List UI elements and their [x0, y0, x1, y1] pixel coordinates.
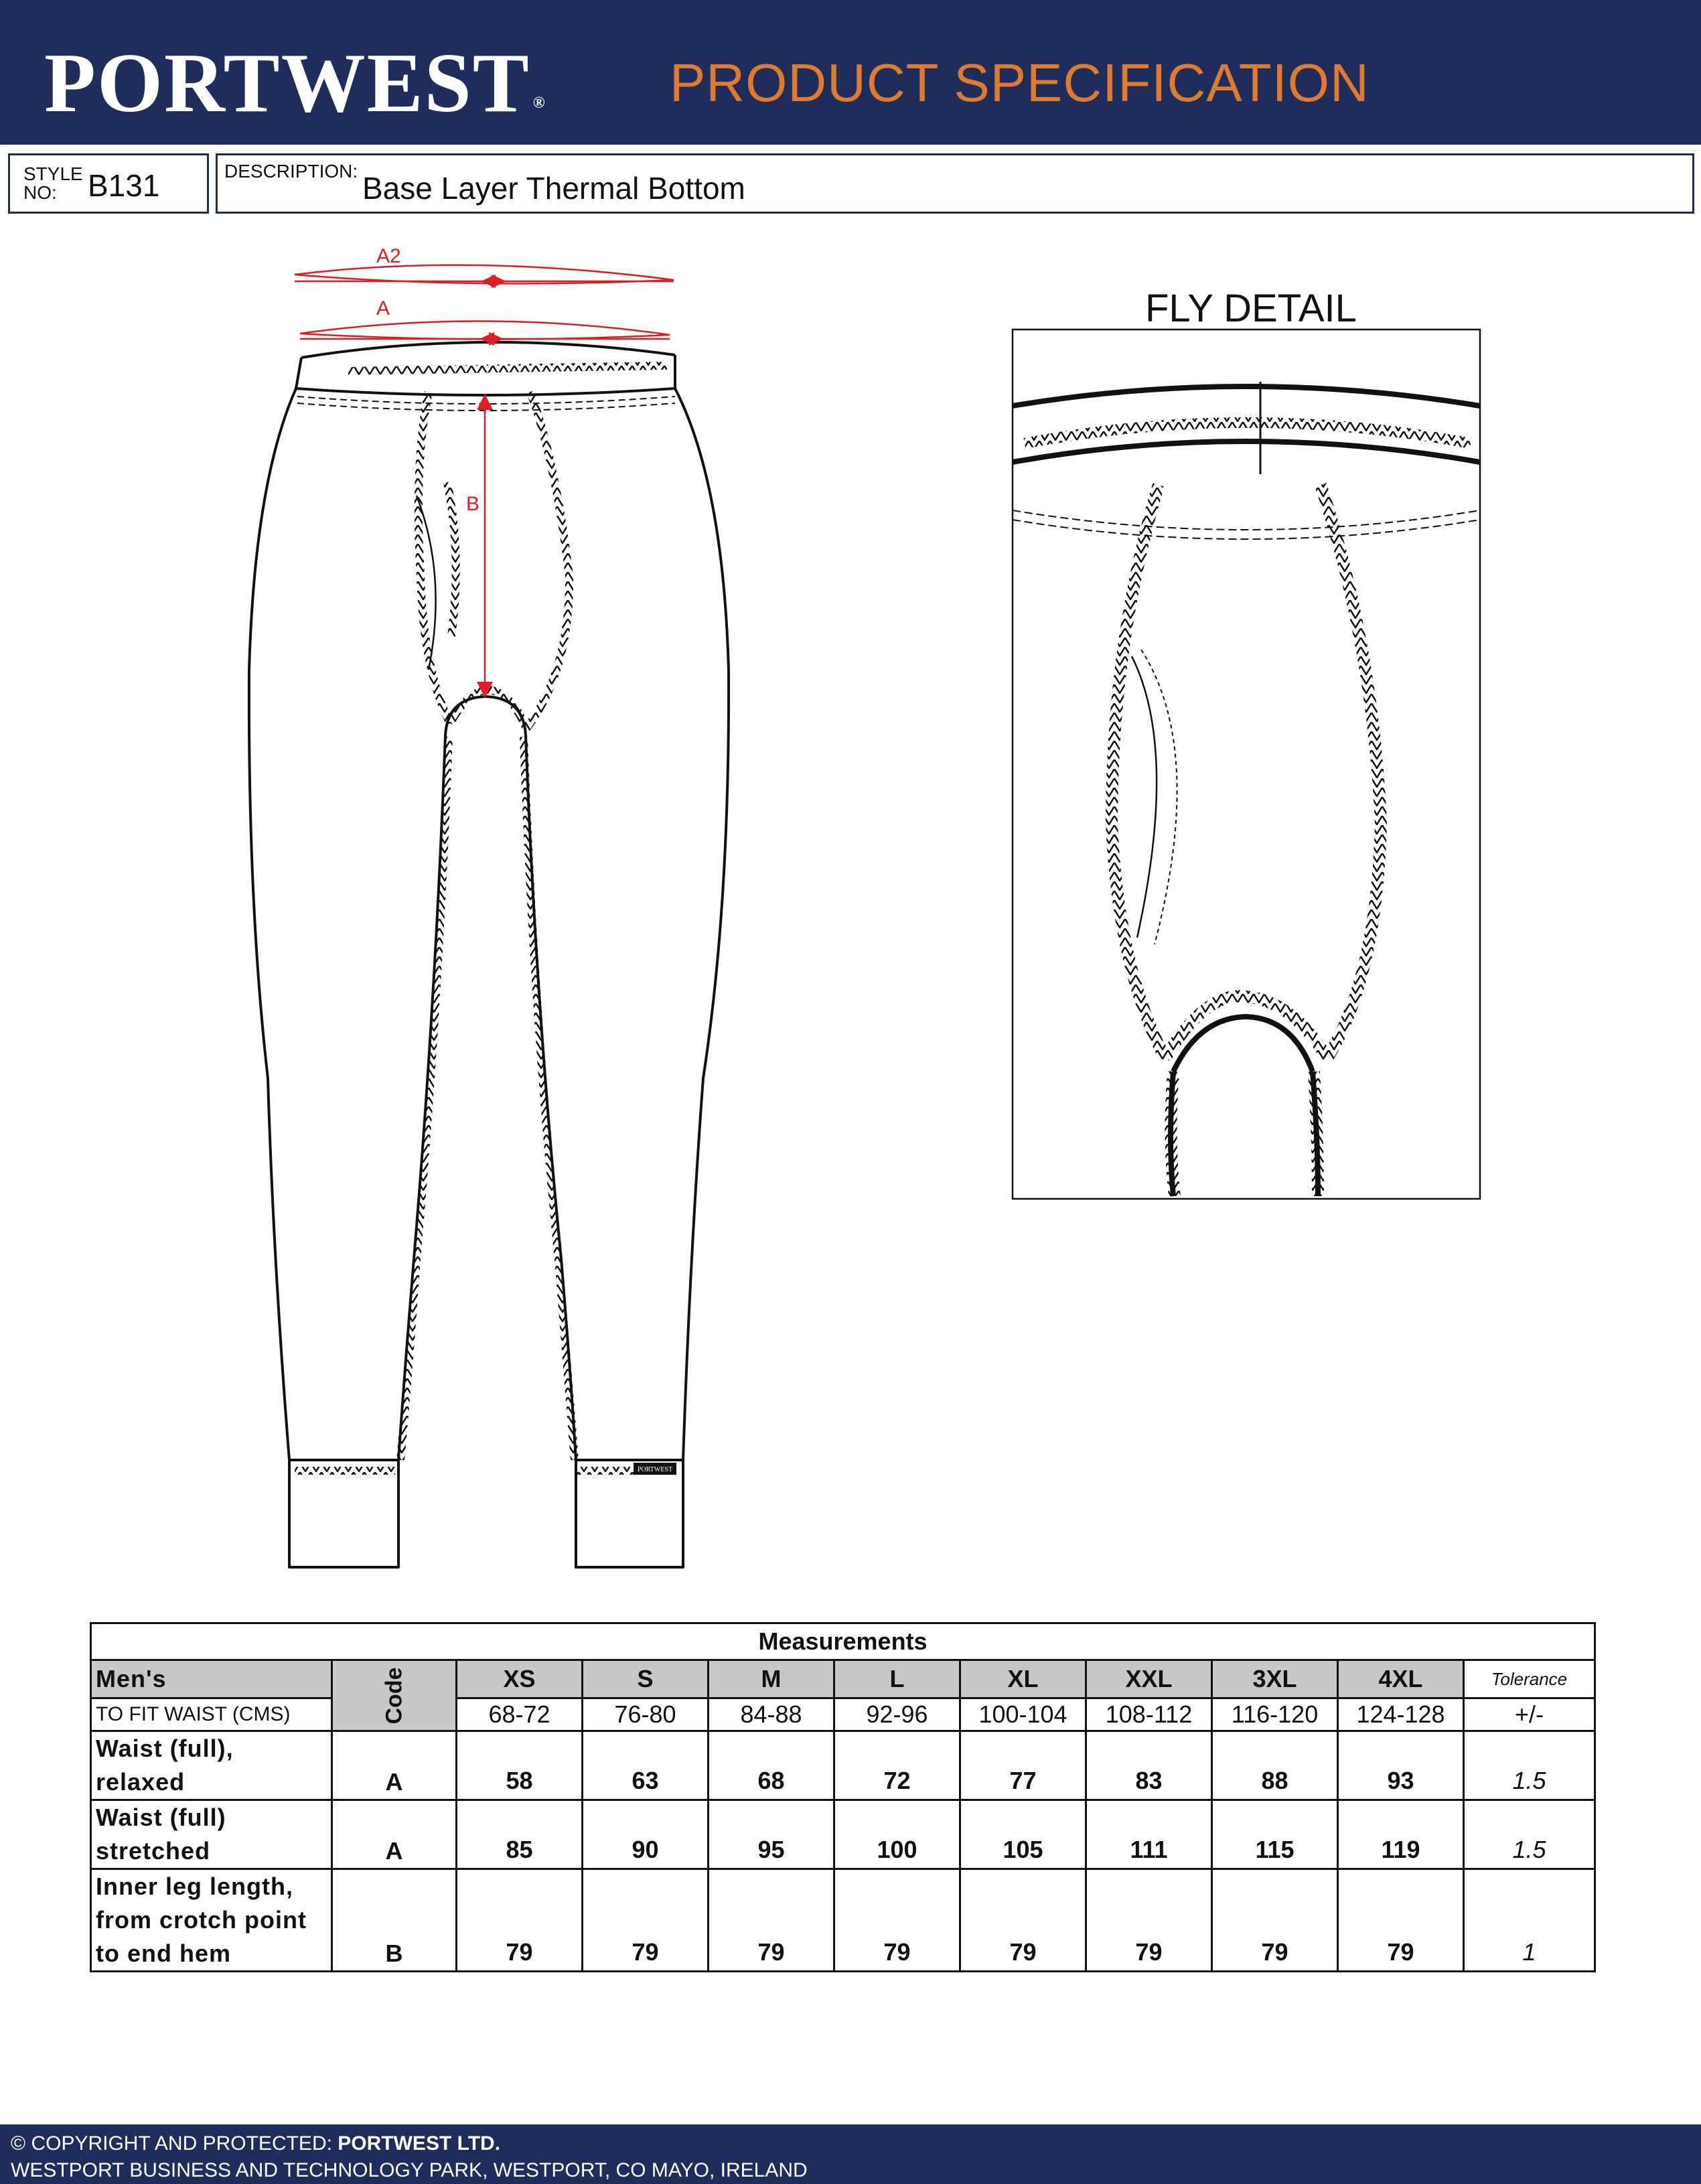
table-cell: 119: [1338, 1800, 1464, 1869]
fit-waist-xs: 68-72: [457, 1698, 583, 1731]
page-header: [0, 0, 1701, 145]
table-cell: 79: [709, 1869, 834, 1972]
table-row: [91, 1869, 1595, 1972]
style-number-value: B131: [88, 168, 160, 203]
row-label: Waist (full), relaxed: [91, 1731, 332, 1800]
fit-waist-xxl: 108-112: [1086, 1698, 1212, 1731]
hem-label-text: PORTWEST: [637, 1466, 673, 1473]
size-s: S: [583, 1660, 709, 1698]
table-row: [91, 1731, 1595, 1800]
table-cell: 79: [457, 1869, 583, 1972]
tolerance-sub: +/-: [1464, 1698, 1595, 1731]
page-footer: [0, 2124, 1701, 2184]
tolerance-cell: 1.5: [1464, 1731, 1595, 1800]
fit-waist-m: 84-88: [709, 1698, 834, 1731]
table-cell: 79: [1212, 1869, 1338, 1972]
fit-waist-label: TO FIT WAIST (CMS): [91, 1698, 332, 1731]
table-cell: 77: [960, 1731, 1086, 1800]
measurements-table: [90, 1622, 1596, 1972]
label-b: B: [466, 493, 480, 515]
fit-waist-l: 92-96: [834, 1698, 960, 1731]
table-cell: 72: [834, 1731, 960, 1800]
size-xs: XS: [457, 1660, 583, 1698]
size-xl: XL: [960, 1660, 1086, 1698]
table-cell: 79: [1338, 1869, 1464, 1972]
row-label: Waist (full) stretched: [91, 1800, 332, 1869]
description-value: Base Layer Thermal Bottom: [362, 171, 745, 206]
table-cell: 63: [583, 1731, 709, 1800]
fit-waist-4xl: 124-128: [1338, 1698, 1464, 1731]
size-4xl: 4XL: [1338, 1660, 1464, 1698]
table-cell: 79: [960, 1869, 1086, 1972]
table-cell: 85: [457, 1800, 583, 1869]
size-xxl: XXL: [1086, 1660, 1212, 1698]
row-code: B: [332, 1869, 457, 1972]
table-cell: 83: [1086, 1731, 1212, 1800]
table-cell: 79: [1086, 1869, 1212, 1972]
table-cell: 79: [583, 1869, 709, 1972]
garment-technical-drawing: [0, 221, 1701, 1594]
label-a: A: [376, 297, 390, 319]
table-cell: 58: [457, 1731, 583, 1800]
description-box: [216, 153, 1694, 214]
measurement-annotations: [295, 265, 674, 697]
table-title: Measurements: [91, 1623, 1595, 1660]
table-cell: 111: [1086, 1800, 1212, 1869]
copyright-line: © COPYRIGHT AND PROTECTED: PORTWEST LTD.: [11, 2132, 501, 2155]
table-cell: 90: [583, 1800, 709, 1869]
size-m: M: [709, 1660, 834, 1698]
size-l: L: [834, 1660, 960, 1698]
fit-waist-3xl: 116-120: [1212, 1698, 1338, 1731]
size-3xl: 3XL: [1212, 1660, 1338, 1698]
flatlock-seams: [295, 366, 667, 1471]
header-mens: Men's: [91, 1660, 332, 1698]
fit-waist-s: 76-80: [583, 1698, 709, 1731]
table-cell: 105: [960, 1800, 1086, 1869]
code-column-header: Code: [332, 1660, 457, 1731]
row-code: A: [332, 1731, 457, 1800]
table-cell: 68: [709, 1731, 834, 1800]
label-a2: A2: [376, 245, 401, 267]
table-cell: 79: [834, 1869, 960, 1972]
trouser-front-view: [249, 342, 729, 1567]
address-line: WESTPORT BUSINESS AND TECHNOLOGY PARK, WESTPORT, CO MAYO, IRELAND: [11, 2159, 808, 2181]
table-cell: 95: [709, 1800, 834, 1869]
table-cell: 88: [1212, 1731, 1338, 1800]
table-row: [91, 1800, 1595, 1869]
tolerance-cell: 1: [1464, 1869, 1595, 1972]
table-cell: 100: [834, 1800, 960, 1869]
description-label: DESCRIPTION:: [224, 161, 358, 181]
row-label: Inner leg length, from crotch point to end hem: [91, 1869, 332, 1972]
row-code: A: [332, 1800, 457, 1869]
style-label-line1: STYLE: [23, 163, 83, 184]
tolerance-cell: 1.5: [1464, 1800, 1595, 1869]
style-label-line2: NO:: [23, 182, 57, 203]
fly-detail-title: FLY DETAIL: [1145, 287, 1357, 330]
portwest-logo: PORTWEST ®: [44, 37, 546, 130]
tolerance-header: Tolerance: [1464, 1660, 1595, 1698]
table-cell: 115: [1212, 1800, 1338, 1869]
table-cell: 93: [1338, 1731, 1464, 1800]
document-title: PRODUCT SPECIFICATION: [670, 53, 1370, 113]
style-number-box: [8, 153, 209, 214]
fit-waist-xl: 100-104: [960, 1698, 1086, 1731]
fly-detail-panel: [1013, 330, 1480, 1199]
